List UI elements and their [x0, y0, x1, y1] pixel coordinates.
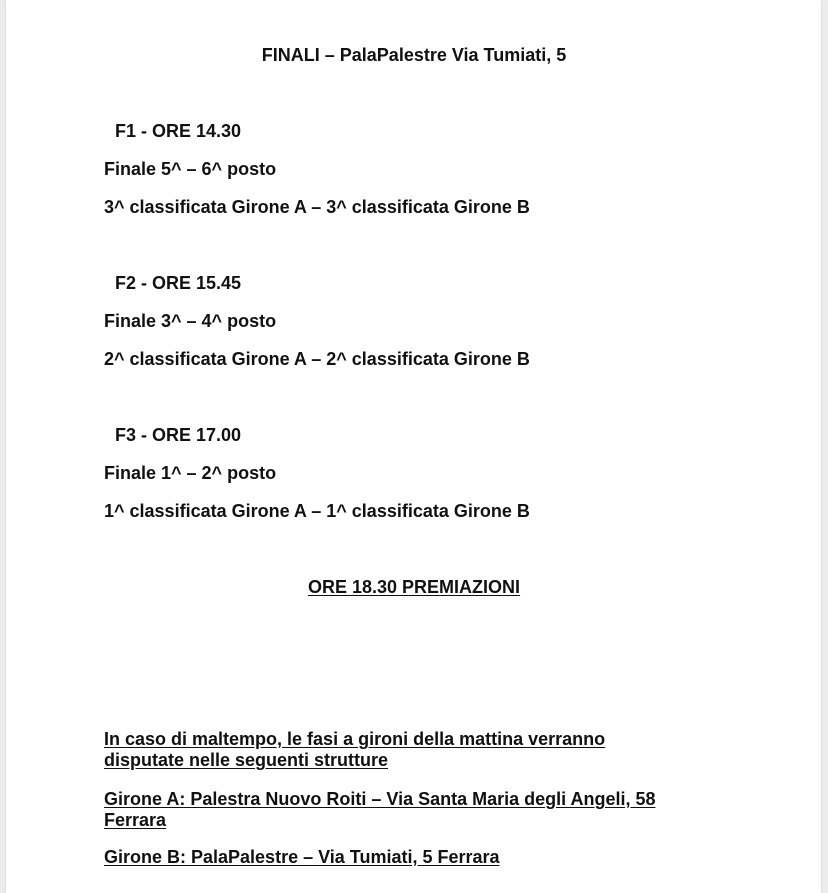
awards-heading: ORE 18.30 PREMIAZIONI [307, 577, 521, 597]
weather-notice-line-1: In caso di maltempo, le fasi a gironi della mattina verranno [104, 729, 606, 749]
girone-a-venue-line-1: Girone A: Palestra Nuovo Roiti – Via Santa Maria degli Angeli, 58 [104, 789, 656, 809]
match-3-teams: 1^ classificata Girone A – 1^ classificata Girone B [104, 501, 530, 521]
match-1-teams: 3^ classificata Girone A – 3^ classificata Girone B [104, 197, 530, 217]
match-3-time: F3 - ORE 17.00 [115, 425, 242, 445]
match-1-label: Finale 5^ – 6^ posto [104, 159, 277, 179]
page-title: FINALI – PalaPalestre Via Tumiati, 5 [261, 45, 567, 65]
weather-notice-line-2: disputate nelle seguenti strutture [104, 750, 389, 770]
match-2-label: Finale 3^ – 4^ posto [104, 311, 277, 331]
match-2-time: F2 - ORE 15.45 [115, 273, 242, 293]
match-2-teams: 2^ classificata Girone A – 2^ classificata Girone B [104, 349, 530, 369]
girone-a-venue-line-2: Ferrara [104, 810, 167, 830]
match-3-label: Finale 1^ – 2^ posto [104, 463, 277, 483]
match-1-time: F1 - ORE 14.30 [115, 121, 242, 141]
girone-b-venue: Girone B: PalaPalestre – Via Tumiati, 5 Ferrara [104, 847, 500, 867]
